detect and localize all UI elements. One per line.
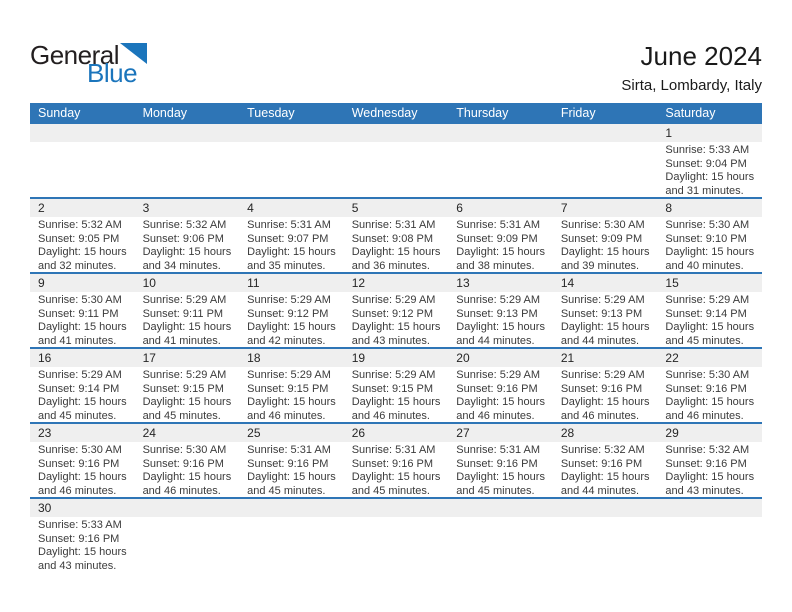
daylight-line1: Daylight: 15 hours <box>38 396 127 408</box>
weekday-label-thursday: Thursday <box>456 106 509 120</box>
sunrise-text: Sunrise: 5:32 AM <box>560 444 645 456</box>
sunrise-text: Sunrise: 5:29 AM <box>456 294 541 306</box>
day-details <box>239 292 344 347</box>
day-cell <box>553 274 658 347</box>
sunrise-text: Sunrise: 5:30 AM <box>665 369 750 381</box>
sunrise-text: Sunrise: 5:30 AM <box>38 294 122 306</box>
daylight-line1: Daylight: 15 hours <box>665 171 755 183</box>
daylight-line2: and 39 minutes. <box>560 259 640 272</box>
day-details <box>657 442 762 497</box>
daylight-line1: Daylight: 15 hours <box>351 321 441 333</box>
daylight-line1: Daylight: 15 hours <box>665 471 755 483</box>
sunrise-text: Sunrise: 5:30 AM <box>665 219 750 231</box>
sunset-text: Sunset: 9:14 PM <box>38 382 120 395</box>
sunrise-text: Sunrise: 5:29 AM <box>456 369 541 381</box>
logo-blue-text: Blue <box>87 58 138 88</box>
daylight-line2: and 31 minutes. <box>665 184 744 197</box>
day-number: 25 <box>239 424 344 442</box>
sunset-text: Sunset: 9:04 PM <box>665 157 747 170</box>
sunset-text: Sunset: 9:16 PM <box>38 457 120 470</box>
day-details <box>448 442 553 497</box>
week-row-5 <box>30 422 762 497</box>
sunset-text: Sunset: 9:12 PM <box>247 307 329 320</box>
day-number: 2 <box>30 199 135 217</box>
daylight-line1: Daylight: 15 hours <box>560 471 650 483</box>
sunset-text: Sunset: 9:16 PM <box>247 457 329 470</box>
day-details <box>135 292 240 347</box>
day-number <box>239 499 344 517</box>
day-number: 26 <box>344 424 449 442</box>
day-details <box>30 442 135 497</box>
daylight-line1: Daylight: 15 hours <box>351 246 441 258</box>
logo-general-text: General <box>30 40 119 70</box>
daylight-line1: Daylight: 15 hours <box>665 246 755 258</box>
daylight-line1: Daylight: 15 hours <box>38 471 127 483</box>
daylight-line2: and 32 minutes. <box>38 259 117 272</box>
sunrise-text: Sunrise: 5:31 AM <box>247 219 331 231</box>
daylight-line1: Daylight: 15 hours <box>38 246 127 258</box>
day-number: 16 <box>30 349 135 367</box>
sunset-text: Sunset: 9:16 PM <box>456 457 538 470</box>
day-cell <box>239 199 344 272</box>
sunrise-text: Sunrise: 5:29 AM <box>142 294 227 306</box>
day-details <box>448 217 553 272</box>
sunrise-text: Sunrise: 5:29 AM <box>142 369 227 381</box>
day-details <box>448 292 553 347</box>
day-cell <box>135 124 240 197</box>
sunset-text: Sunset: 9:09 PM <box>560 232 643 245</box>
title-block <box>621 42 762 94</box>
day-cell <box>344 424 449 497</box>
day-details <box>344 367 449 422</box>
sunset-text: Sunset: 9:16 PM <box>38 532 120 545</box>
day-number: 17 <box>135 349 240 367</box>
page-header <box>30 0 762 94</box>
daylight-line2: and 42 minutes. <box>247 334 326 347</box>
daylight-line2: and 45 minutes. <box>142 409 221 422</box>
daylight-line2: and 34 minutes. <box>142 259 221 272</box>
day-cell <box>553 199 658 272</box>
daylight-line2: and 46 minutes. <box>351 409 430 422</box>
sunset-text: Sunset: 9:13 PM <box>560 307 643 320</box>
day-number: 15 <box>657 274 762 292</box>
weekday-label-friday: Friday <box>560 106 596 120</box>
sunrise-text: Sunrise: 5:31 AM <box>456 219 541 231</box>
daylight-line1: Daylight: 15 hours <box>665 321 755 333</box>
day-details <box>553 367 658 422</box>
daylight-line1: Daylight: 15 hours <box>456 471 545 483</box>
day-number <box>239 124 344 142</box>
day-cell <box>657 199 762 272</box>
day-details <box>239 367 344 422</box>
day-cell <box>344 349 449 422</box>
sunset-text: Sunset: 9:08 PM <box>351 232 434 245</box>
daylight-line2: and 46 minutes. <box>38 484 117 497</box>
day-cell <box>657 349 762 422</box>
day-cell <box>135 424 240 497</box>
sunset-text: Sunset: 9:14 PM <box>665 307 747 320</box>
sunrise-text: Sunrise: 5:29 AM <box>247 294 331 306</box>
daylight-line1: Daylight: 15 hours <box>560 396 650 408</box>
day-number: 18 <box>239 349 344 367</box>
day-details <box>30 217 135 272</box>
day-cell <box>30 424 135 497</box>
weekday-header <box>30 103 762 124</box>
day-number: 3 <box>135 199 240 217</box>
weekday-label-sunday: Sunday <box>38 106 81 120</box>
day-number: 20 <box>448 349 553 367</box>
daylight-line1: Daylight: 15 hours <box>456 321 545 333</box>
daylight-line1: Daylight: 15 hours <box>38 546 127 558</box>
day-cell <box>448 424 553 497</box>
sunrise-text: Sunrise: 5:29 AM <box>560 369 645 381</box>
day-number: 5 <box>344 199 449 217</box>
daylight-line1: Daylight: 15 hours <box>247 321 336 333</box>
day-cell <box>239 424 344 497</box>
day-number: 19 <box>344 349 449 367</box>
day-cell <box>448 124 553 197</box>
sunset-text: Sunset: 9:06 PM <box>142 232 224 245</box>
daylight-line2: and 45 minutes. <box>665 334 744 347</box>
day-number <box>344 124 449 142</box>
sunrise-text: Sunrise: 5:31 AM <box>456 444 541 456</box>
day-cell <box>448 499 553 572</box>
sunset-text: Sunset: 9:11 PM <box>38 307 119 320</box>
sunset-text: Sunset: 9:15 PM <box>247 382 329 395</box>
week-row-2 <box>30 197 762 272</box>
sunrise-text: Sunrise: 5:33 AM <box>38 519 122 531</box>
sunrise-text: Sunrise: 5:30 AM <box>38 444 122 456</box>
day-cell <box>553 424 658 497</box>
day-number <box>448 499 553 517</box>
day-cell <box>657 499 762 572</box>
daylight-line1: Daylight: 15 hours <box>456 246 545 258</box>
day-number: 22 <box>657 349 762 367</box>
day-cell <box>448 274 553 347</box>
sunset-text: Sunset: 9:16 PM <box>560 457 643 470</box>
sunrise-text: Sunrise: 5:30 AM <box>560 219 645 231</box>
day-details <box>657 142 762 197</box>
daylight-line2: and 44 minutes. <box>456 334 535 347</box>
day-details <box>30 517 135 572</box>
daylight-line1: Daylight: 15 hours <box>456 396 545 408</box>
day-cell <box>30 349 135 422</box>
day-number: 27 <box>448 424 553 442</box>
daylight-line2: and 41 minutes. <box>142 334 221 347</box>
sunset-text: Sunset: 9:07 PM <box>247 232 329 245</box>
sunset-text: Sunset: 9:11 PM <box>142 307 224 320</box>
day-number: 30 <box>30 499 135 517</box>
day-details <box>135 367 240 422</box>
day-cell <box>135 274 240 347</box>
day-number <box>553 124 658 142</box>
weekday-label-monday: Monday <box>142 106 188 120</box>
daylight-line2: and 45 minutes. <box>351 484 430 497</box>
daylight-line2: and 38 minutes. <box>456 259 535 272</box>
day-details <box>239 217 344 272</box>
daylight-line1: Daylight: 15 hours <box>665 396 755 408</box>
sunrise-text: Sunrise: 5:31 AM <box>351 219 436 231</box>
day-details <box>553 217 658 272</box>
day-number <box>30 124 135 142</box>
sunset-text: Sunset: 9:12 PM <box>351 307 434 320</box>
day-number: 7 <box>553 199 658 217</box>
sunrise-text: Sunrise: 5:29 AM <box>38 369 122 381</box>
day-number: 24 <box>135 424 240 442</box>
daylight-line2: and 46 minutes. <box>247 409 326 422</box>
daylight-line1: Daylight: 15 hours <box>247 471 336 483</box>
day-number: 12 <box>344 274 449 292</box>
day-number: 10 <box>135 274 240 292</box>
sunrise-text: Sunrise: 5:29 AM <box>351 369 436 381</box>
day-number: 23 <box>30 424 135 442</box>
day-cell <box>135 499 240 572</box>
daylight-line2: and 36 minutes. <box>351 259 430 272</box>
day-details <box>344 217 449 272</box>
daylight-line2: and 45 minutes. <box>456 484 535 497</box>
daylight-line2: and 46 minutes. <box>665 409 744 422</box>
day-cell <box>239 499 344 572</box>
day-cell <box>553 499 658 572</box>
day-number: 29 <box>657 424 762 442</box>
day-cell <box>344 274 449 347</box>
sunrise-text: Sunrise: 5:31 AM <box>247 444 331 456</box>
day-cell <box>448 349 553 422</box>
daylight-line1: Daylight: 15 hours <box>351 396 441 408</box>
daylight-line1: Daylight: 15 hours <box>38 321 127 333</box>
day-number: 6 <box>448 199 553 217</box>
daylight-line1: Daylight: 15 hours <box>247 246 336 258</box>
day-cell <box>30 124 135 197</box>
day-cell <box>553 349 658 422</box>
day-cell <box>448 199 553 272</box>
sunset-text: Sunset: 9:16 PM <box>456 382 538 395</box>
sunset-text: Sunset: 9:15 PM <box>351 382 434 395</box>
weekday-label-wednesday: Wednesday <box>351 106 418 120</box>
sunset-text: Sunset: 9:16 PM <box>665 382 747 395</box>
sunrise-text: Sunrise: 5:30 AM <box>142 444 227 456</box>
day-number: 13 <box>448 274 553 292</box>
sunrise-text: Sunrise: 5:29 AM <box>560 294 645 306</box>
day-number <box>135 499 240 517</box>
day-details <box>135 217 240 272</box>
day-details <box>553 442 658 497</box>
day-details <box>657 292 762 347</box>
day-number: 11 <box>239 274 344 292</box>
sunset-text: Sunset: 9:15 PM <box>142 382 224 395</box>
day-details <box>239 442 344 497</box>
day-cell <box>239 349 344 422</box>
daylight-line1: Daylight: 15 hours <box>142 246 232 258</box>
day-cell <box>30 499 135 572</box>
sunset-text: Sunset: 9:16 PM <box>560 382 643 395</box>
day-number: 9 <box>30 274 135 292</box>
sunrise-text: Sunrise: 5:32 AM <box>38 219 122 231</box>
sunset-text: Sunset: 9:16 PM <box>665 457 747 470</box>
sunset-text: Sunset: 9:16 PM <box>351 457 434 470</box>
daylight-line2: and 35 minutes. <box>247 259 326 272</box>
day-number: 4 <box>239 199 344 217</box>
sunset-text: Sunset: 9:05 PM <box>38 232 120 245</box>
daylight-line1: Daylight: 15 hours <box>142 396 232 408</box>
week-row-3 <box>30 272 762 347</box>
day-cell <box>135 349 240 422</box>
day-cell <box>239 274 344 347</box>
sunrise-text: Sunrise: 5:29 AM <box>351 294 436 306</box>
daylight-line2: and 44 minutes. <box>560 334 640 347</box>
sunrise-text: Sunrise: 5:29 AM <box>247 369 331 381</box>
day-cell <box>135 199 240 272</box>
daylight-line1: Daylight: 15 hours <box>560 246 650 258</box>
day-number: 21 <box>553 349 658 367</box>
sunset-text: Sunset: 9:09 PM <box>456 232 538 245</box>
day-cell <box>239 124 344 197</box>
daylight-line2: and 45 minutes. <box>247 484 326 497</box>
daylight-line1: Daylight: 15 hours <box>560 321 650 333</box>
day-cell <box>344 124 449 197</box>
day-details <box>448 367 553 422</box>
day-details <box>30 292 135 347</box>
day-details <box>30 367 135 422</box>
day-number <box>657 499 762 517</box>
daylight-line2: and 44 minutes. <box>560 484 640 497</box>
daylight-line2: and 46 minutes. <box>456 409 535 422</box>
day-cell <box>657 274 762 347</box>
day-details <box>135 442 240 497</box>
day-number: 1 <box>657 124 762 142</box>
page-title: June 2024 <box>640 41 762 71</box>
sunset-text: Sunset: 9:10 PM <box>665 232 747 245</box>
day-cell <box>553 124 658 197</box>
daylight-line1: Daylight: 15 hours <box>351 471 441 483</box>
week-row-1 <box>30 124 762 197</box>
sunrise-text: Sunrise: 5:33 AM <box>665 144 750 156</box>
weekday-label-tuesday: Tuesday <box>247 106 295 120</box>
sunrise-text: Sunrise: 5:31 AM <box>351 444 436 456</box>
sunset-text: Sunset: 9:16 PM <box>142 457 224 470</box>
sunrise-text: Sunrise: 5:29 AM <box>665 294 750 306</box>
daylight-line1: Daylight: 15 hours <box>142 321 232 333</box>
day-number <box>553 499 658 517</box>
daylight-line2: and 43 minutes. <box>351 334 430 347</box>
day-number: 28 <box>553 424 658 442</box>
calendar-grid <box>30 103 762 572</box>
day-number <box>448 124 553 142</box>
day-cell <box>30 199 135 272</box>
day-number <box>344 499 449 517</box>
page-subtitle: Sirta, Lombardy, Italy <box>621 77 762 94</box>
day-number: 14 <box>553 274 658 292</box>
daylight-line2: and 43 minutes. <box>38 559 117 572</box>
daylight-line2: and 41 minutes. <box>38 334 117 347</box>
logo <box>30 42 147 86</box>
week-row-6 <box>30 497 762 572</box>
day-cell <box>657 124 762 197</box>
daylight-line1: Daylight: 15 hours <box>247 396 336 408</box>
sunrise-text: Sunrise: 5:32 AM <box>142 219 227 231</box>
day-cell <box>30 274 135 347</box>
day-cell <box>657 424 762 497</box>
day-details <box>553 292 658 347</box>
day-details <box>657 367 762 422</box>
daylight-line1: Daylight: 15 hours <box>142 471 232 483</box>
week-row-4 <box>30 347 762 422</box>
day-details <box>657 217 762 272</box>
daylight-line2: and 45 minutes. <box>38 409 117 422</box>
sunset-text: Sunset: 9:13 PM <box>456 307 538 320</box>
daylight-line2: and 40 minutes. <box>665 259 744 272</box>
daylight-line2: and 46 minutes. <box>142 484 221 497</box>
day-details <box>344 292 449 347</box>
sunrise-text: Sunrise: 5:32 AM <box>665 444 750 456</box>
daylight-line2: and 43 minutes. <box>665 484 744 497</box>
day-cell <box>344 199 449 272</box>
day-details <box>344 442 449 497</box>
day-number <box>135 124 240 142</box>
daylight-line2: and 46 minutes. <box>560 409 640 422</box>
weekday-label-saturday: Saturday <box>665 106 716 120</box>
day-cell <box>344 499 449 572</box>
day-number: 8 <box>657 199 762 217</box>
